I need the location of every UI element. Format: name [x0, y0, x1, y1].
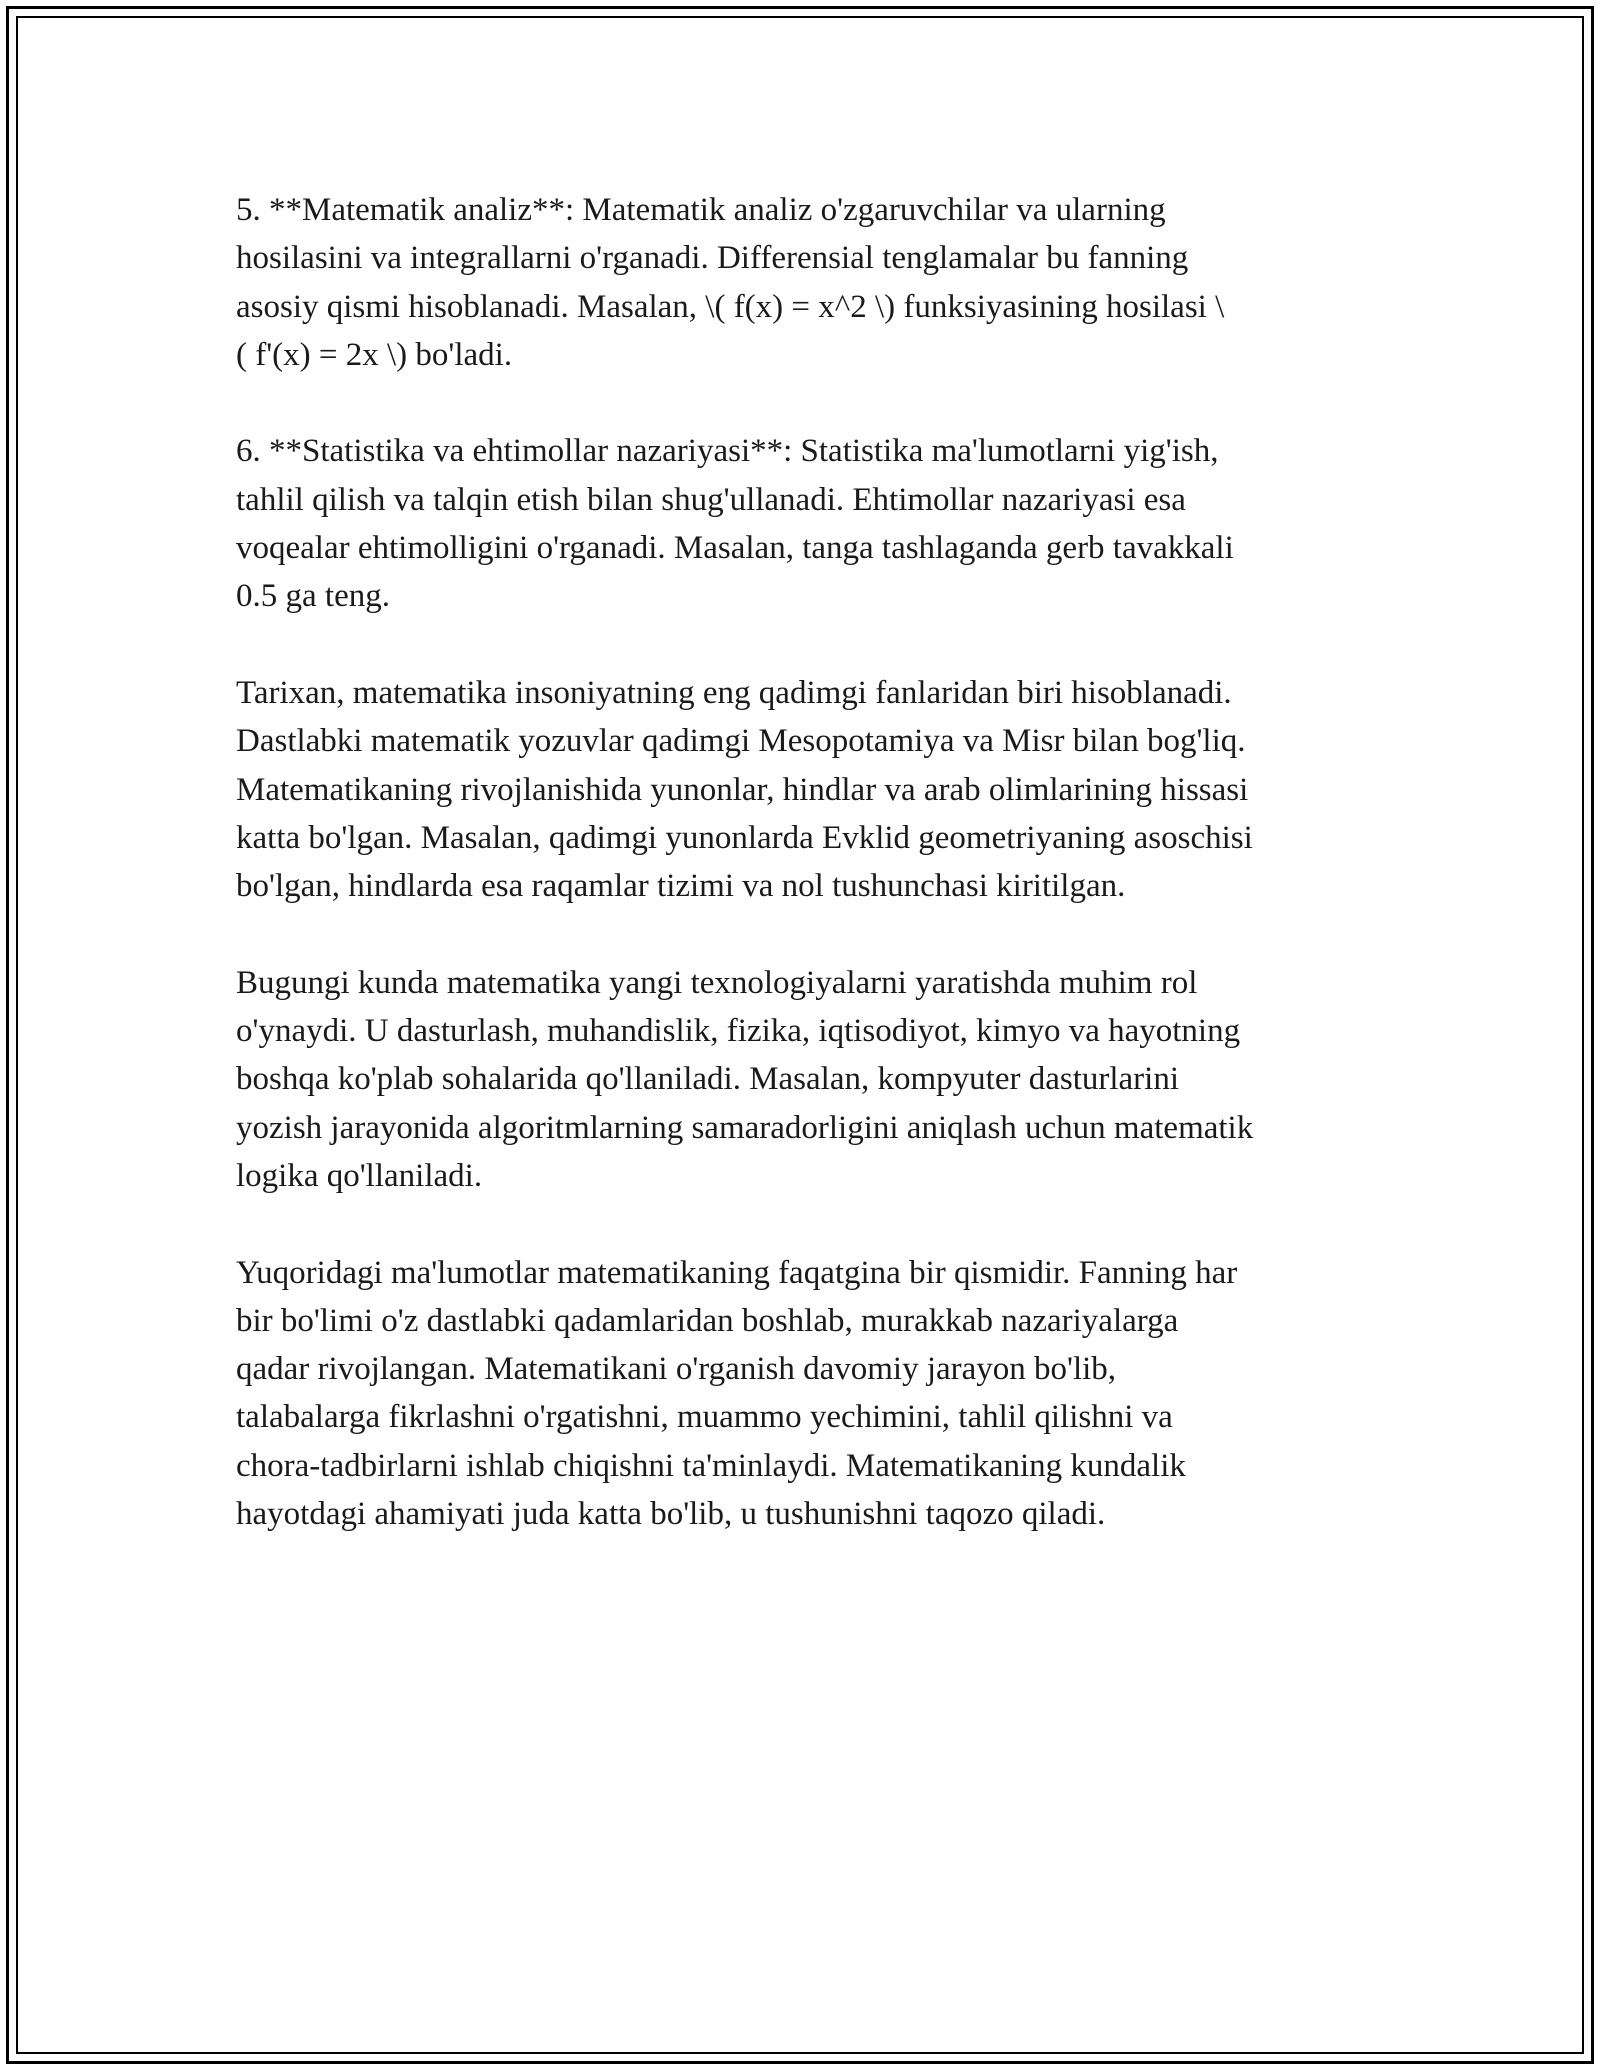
document-body [236, 186, 1376, 1587]
text-line: tahlil qilish va talqin etish bilan shug'ullanadi. Ehtimollar nazariyasi esa [236, 481, 1186, 518]
text-line: voqealar ehtimolligini o'rganadi. Masalan, tanga tashlaganda gerb tavakkali [236, 530, 1234, 567]
text-line: hosilasini va integrallarni o'rganadi. Differensial tenglamalar bu fanning [236, 240, 1189, 277]
text-line: qadar rivojlangan. Matematikani o'rganish davomiy jarayon bo'lib, [236, 1351, 1117, 1388]
text-line: ( f'(x) = 2x \) bo'ladi. [236, 336, 513, 373]
text-line: Tarixan, matematika insoniyatning eng qadimgi fanlaridan biri hisoblanadi. [236, 674, 1232, 711]
paragraph-statistika [236, 427, 1376, 620]
text-line: katta bo'lgan. Masalan, qadimgi yunonlarda Evklid geometriyaning asoschisi [236, 819, 1253, 856]
text-line: asosiy qismi hisoblanadi. Masalan, \( f(x) = x^2 \) funksiyasining hosilasi \ [236, 288, 1225, 325]
paragraph-bugungi-kunda [236, 959, 1376, 1200]
text-line: bir bo'limi o'z dastlabki qadamlaridan boshlab, murakkab nazariyalarga [236, 1302, 1179, 1339]
text-line: Matematikaning rivojlanishida yunonlar, hindlar va arab olimlarining hissasi [236, 771, 1249, 808]
text-line: hayotdagi ahamiyati juda katta bo'lib, u tushunishni taqozo qiladi. [236, 1496, 1106, 1533]
text-line: o'ynaydi. U dasturlash, muhandislik, fizika, iqtisodiyot, kimyo va hayotning [236, 1013, 1241, 1050]
text-line: talabalarga fikrlashni o'rgatishni, muammo yechimini, tahlil qilishni va [236, 1399, 1173, 1436]
text-line: yozish jarayonida algoritmlarning samaradorligini aniqlash uchun matematik [236, 1109, 1254, 1146]
text-line: bo'lgan, hindlarda esa raqamlar tizimi va nol tushunchasi kiritilgan. [236, 868, 1126, 905]
paragraph-tarixan [236, 669, 1376, 910]
paragraph-matematik-analiz [236, 186, 1376, 379]
paragraph-yuqoridagi [236, 1249, 1376, 1539]
text-line: boshqa ko'plab sohalarida qo'llaniladi. Masalan, kompyuter dasturlarini [236, 1061, 1179, 1098]
text-line: logika qo'llaniladi. [236, 1157, 483, 1194]
text-line: Yuqoridagi ma'lumotlar matematikaning faqatgina bir qismidir. Fanning har [236, 1254, 1238, 1291]
text-line: chora-tadbirlarni ishlab chiqishni ta'minlaydi. Matematikaning kundalik [236, 1447, 1186, 1484]
text-line: 0.5 ga teng. [236, 578, 390, 615]
text-line: 5. **Matematik analiz**: Matematik analiz o'zgaruvchilar va ularning [236, 192, 1166, 228]
text-line: Bugungi kunda matematika yangi texnologiyalarni yaratishda muhim rol [236, 964, 1198, 1001]
text-line: Dastlabki matematik yozuvlar qadimgi Mesopotamiya va Misr bilan bog'liq. [236, 723, 1246, 760]
text-line: 6. **Statistika va ehtimollar nazariyasi**: Statistika ma'lumotlarni yig'ish, [236, 433, 1219, 470]
